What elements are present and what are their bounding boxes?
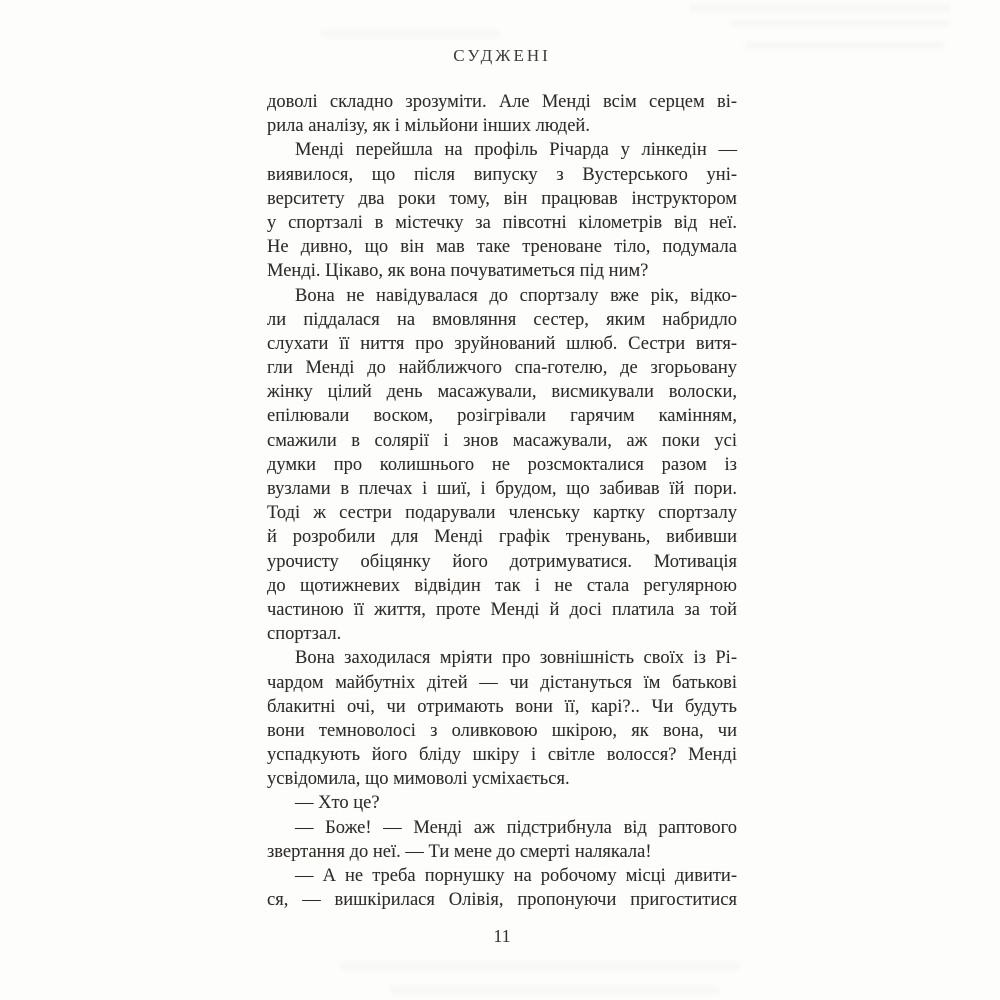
text-line: Вона не навідувалася до спортзалу вже рік, відко- [295, 285, 737, 306]
text-line: звертання до неї. — Ти мене до смерті налякала! [267, 841, 652, 862]
text-line: вузлами в плечах і шиї, і брудом, що забивав їй пори. [267, 479, 737, 499]
text-line: доволі складно зрозуміти. Але Менді всім серцем ві- [267, 92, 737, 112]
text-line: блакитні очі, чи отримають вони її, карі?.. Чи будуть [267, 696, 737, 717]
text-line: — Боже! — Менді аж підстрибнула від раптового [295, 817, 737, 838]
text-line: Менді перейшла на профіль Річарда у лінкедін — [295, 140, 737, 161]
text-line: чардом майбутніх дітей — чи дістануться їм батькові [267, 672, 737, 693]
text-line: жінку цілий день масажували, висмикували волоски, [267, 382, 737, 403]
bleed-through-artifact [390, 986, 720, 994]
bleed-through-artifact [730, 20, 950, 27]
text-line: успадкують його бліду шкіру і світле волосся? Менді [267, 745, 737, 766]
bleed-through-artifact [745, 42, 945, 49]
text-line: Вона заходилася мріяти про зовнішність своїх із Рі- [295, 648, 737, 669]
text-line: ли піддалася на вмовляння сестер, яким набридло [267, 309, 737, 330]
bleed-through-artifact [340, 962, 740, 970]
text-line: урочисту обіцянку його дотримуватися. Мотивація [267, 551, 737, 572]
text-line: усвідомила, що мимоволі усміхається. [267, 769, 570, 790]
text-line: рила аналізу, як і мільйони інших людей. [267, 116, 590, 137]
bleed-through-artifact [690, 4, 950, 12]
text-line: виявилося, що після випуску з Вустерського уні- [267, 164, 737, 185]
text-line: епілювали воском, розігрівали гарячим камінням, [267, 406, 737, 427]
text-line: частиною її життя, проте Менді й досі платила за той [267, 599, 737, 620]
text-line: вони темноволосі з оливковою шкірою, як вона, чи [267, 720, 737, 741]
page-number: 11 [493, 926, 511, 946]
text-line: й розробили для Менді графік тренувань, вибивши [267, 527, 737, 548]
text-block [267, 90, 737, 912]
text-line: думки про колишнього не розсмокталися разом із [267, 454, 737, 475]
text-line: до щотижневих відвідин так і не стала регулярною [267, 575, 737, 596]
text-line: ся, — вишкірилася Олівія, пропонуючи пригоститися [267, 890, 737, 911]
bleed-through-artifact [320, 30, 500, 38]
text-line: спортзал. [267, 624, 342, 645]
text-line: у спортзалі в містечку за півсотні кілометрів від неї. [267, 212, 737, 233]
text-line: слухати її ниття про зруйнований шлюб. Сестри витя- [267, 333, 737, 354]
text-line: Не дивно, що він мав таке треноване тіло, подумала [267, 237, 737, 258]
text-line: Менді. Цікаво, як вона почуватиметься під ним? [267, 261, 649, 282]
text-line: — А не треба порнушку на робочому місці дивити- [295, 866, 737, 886]
text-line: верситету два роки тому, він працював інструктором [267, 188, 737, 209]
running-head: СУДЖЕНІ [453, 46, 551, 65]
text-line: — Хто це? [295, 793, 380, 814]
text-line: гли Менді до найближчого спа-готелю, де згорьовану [267, 358, 737, 379]
text-line: Тоді ж сестри подарували членську картку спортзалу [267, 503, 737, 524]
text-line: смажили в солярії і знов масажували, аж поки усі [267, 430, 737, 451]
